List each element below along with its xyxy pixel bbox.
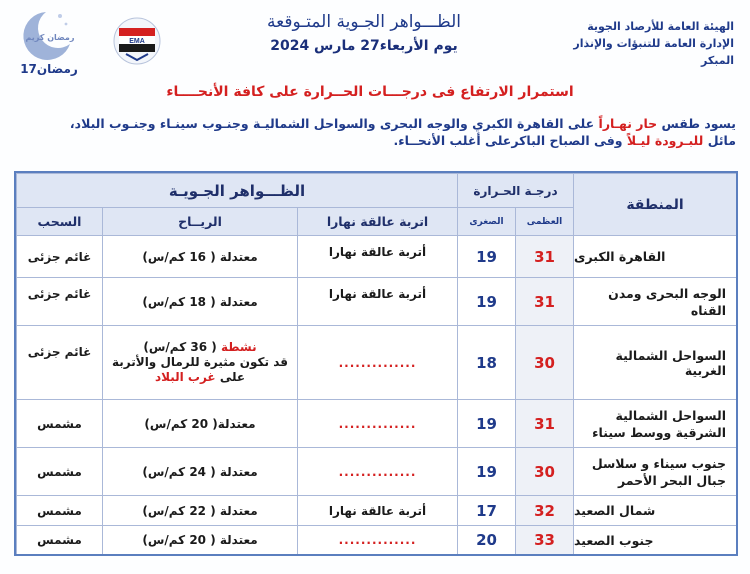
row-wind: معتدلة ( 24 كم/س) [102, 447, 297, 495]
row-min-temp: 17 [457, 495, 515, 525]
row-dust: .............. [297, 399, 457, 447]
wind-location [155, 370, 245, 385]
forecast-table [14, 171, 738, 556]
row-clouds: غائم جزئى [16, 277, 102, 325]
row-wind: معتدلة ( 16 كم/س) [102, 235, 297, 277]
row-dust: .............. [297, 325, 457, 399]
header-region: المنطقة [573, 173, 736, 235]
row-wind: معتدلة ( 22 كم/س) [102, 495, 297, 525]
row-wind: معتدلة ( 20 كم/س) [102, 525, 297, 554]
row-min-temp: 20 [457, 525, 515, 554]
row-dust: .............. [297, 525, 457, 554]
row-max-temp: 32 [515, 495, 573, 525]
header-phenomena: الظـــواهر الجـويـة [16, 173, 457, 207]
page-title: الظـــواهر الجـوية المتـوقعة [267, 12, 461, 32]
wind-west-country: غرب البلاد [154, 370, 216, 384]
wind-strength [143, 340, 256, 355]
row-region: جنوب الصعيد [573, 525, 736, 554]
row-dust: .............. [297, 447, 457, 495]
row-clouds: مشمس [16, 495, 102, 525]
row-clouds: مشمس [16, 525, 102, 554]
row-min-temp: 19 [457, 277, 515, 325]
ramadan-day: 17رمضان [20, 62, 78, 76]
row-min-temp: 19 [457, 235, 515, 277]
wind-on: على [219, 370, 246, 384]
row-wind: معتدلة ( 18 كم/س) [102, 277, 297, 325]
header-temperature: درجـة الحـرارة [457, 173, 573, 207]
intro-line2-rest: وفى الصباح الباكرعلى أغلب الأنحــاء. [393, 133, 627, 148]
row-max-temp: 31 [515, 399, 573, 447]
row-region: جنوب سيناء و سلاسل جبال البحر الأحمر [573, 447, 736, 495]
intro-paragraph [14, 115, 736, 149]
header-max: العظمى [515, 207, 573, 235]
row-dust: أتربة عالقة نهارا [297, 235, 457, 277]
wind-note: قد تكون مثيرة للرمال والأتربة [112, 355, 289, 369]
ramadan-logo [16, 6, 78, 64]
row-min-temp: 18 [457, 325, 515, 399]
header-dust: اتربة عالقة نهارا [297, 207, 457, 235]
ema-logo [112, 16, 162, 66]
row-max-temp: 30 [515, 325, 573, 399]
row-clouds: مشمس [16, 399, 102, 447]
row-clouds: غائم جزئى [16, 235, 102, 277]
intro-prefix: يسود طقس [657, 116, 736, 131]
row-clouds: غائم جزئى [16, 325, 102, 399]
intro-line2-start: مائل [703, 133, 736, 148]
row-wind [102, 325, 297, 399]
row-max-temp: 30 [515, 447, 573, 495]
intro-line1-rest: على القاهرة الكبري والوجه البحرى والسواحل الشماليـة وجنـوب سينـاء وجنـوب البلاد، [69, 116, 599, 131]
intro-line-1 [14, 115, 736, 132]
row-region: شمال الصعيد [573, 495, 736, 525]
row-max-temp: 31 [515, 277, 573, 325]
headline: استمرار الارتفاع فى درجـــات الحــرارة على كافة الأنحــــاء [166, 84, 574, 100]
row-region: السواحل الشمالية الشرقية ووسط سيناء [573, 399, 736, 447]
organization-block [544, 18, 734, 69]
header-clouds: السحب [16, 207, 102, 235]
row-max-temp: 33 [515, 525, 573, 554]
row-region: السواحل الشمالية الغربية [573, 325, 736, 399]
forecast-date: يوم الأربعاء27 مارس 2024 [270, 38, 458, 54]
row-region: القاهرة الكبرى [573, 235, 736, 277]
row-clouds: مشمس [16, 447, 102, 495]
intro-cold: للبـرودة ليـلاً [626, 133, 704, 148]
intro-line-2 [14, 132, 736, 149]
row-max-temp: 31 [515, 235, 573, 277]
ema-logo-text: EMA [129, 38, 145, 45]
row-region: الوجه البحرى ومدن القناه [573, 277, 736, 325]
title-block [214, 12, 514, 54]
row-wind: معتدلة( 20 كم/س) [102, 399, 297, 447]
row-dust: أتربة عالقة نهارا [297, 277, 457, 325]
row-min-temp: 19 [457, 399, 515, 447]
header-min: الصغرى [457, 207, 515, 235]
header-wind: الريــاح [102, 207, 297, 235]
intro-hot: حار نهـاراً [598, 116, 658, 131]
org-name: الهيئة العامة للأرصاد الجوية [587, 20, 734, 33]
org-department: الإدارة العامة للتنبؤات والإنذار المبكر [573, 37, 734, 67]
wind-speed: ( 36 كم/س) [143, 340, 217, 354]
row-dust: أتربة عالقة نهارا [297, 495, 457, 525]
ramadan-logo-text: رمضان كريم [25, 33, 75, 42]
row-min-temp: 19 [457, 447, 515, 495]
wind-active-label: نشطة [220, 340, 257, 354]
